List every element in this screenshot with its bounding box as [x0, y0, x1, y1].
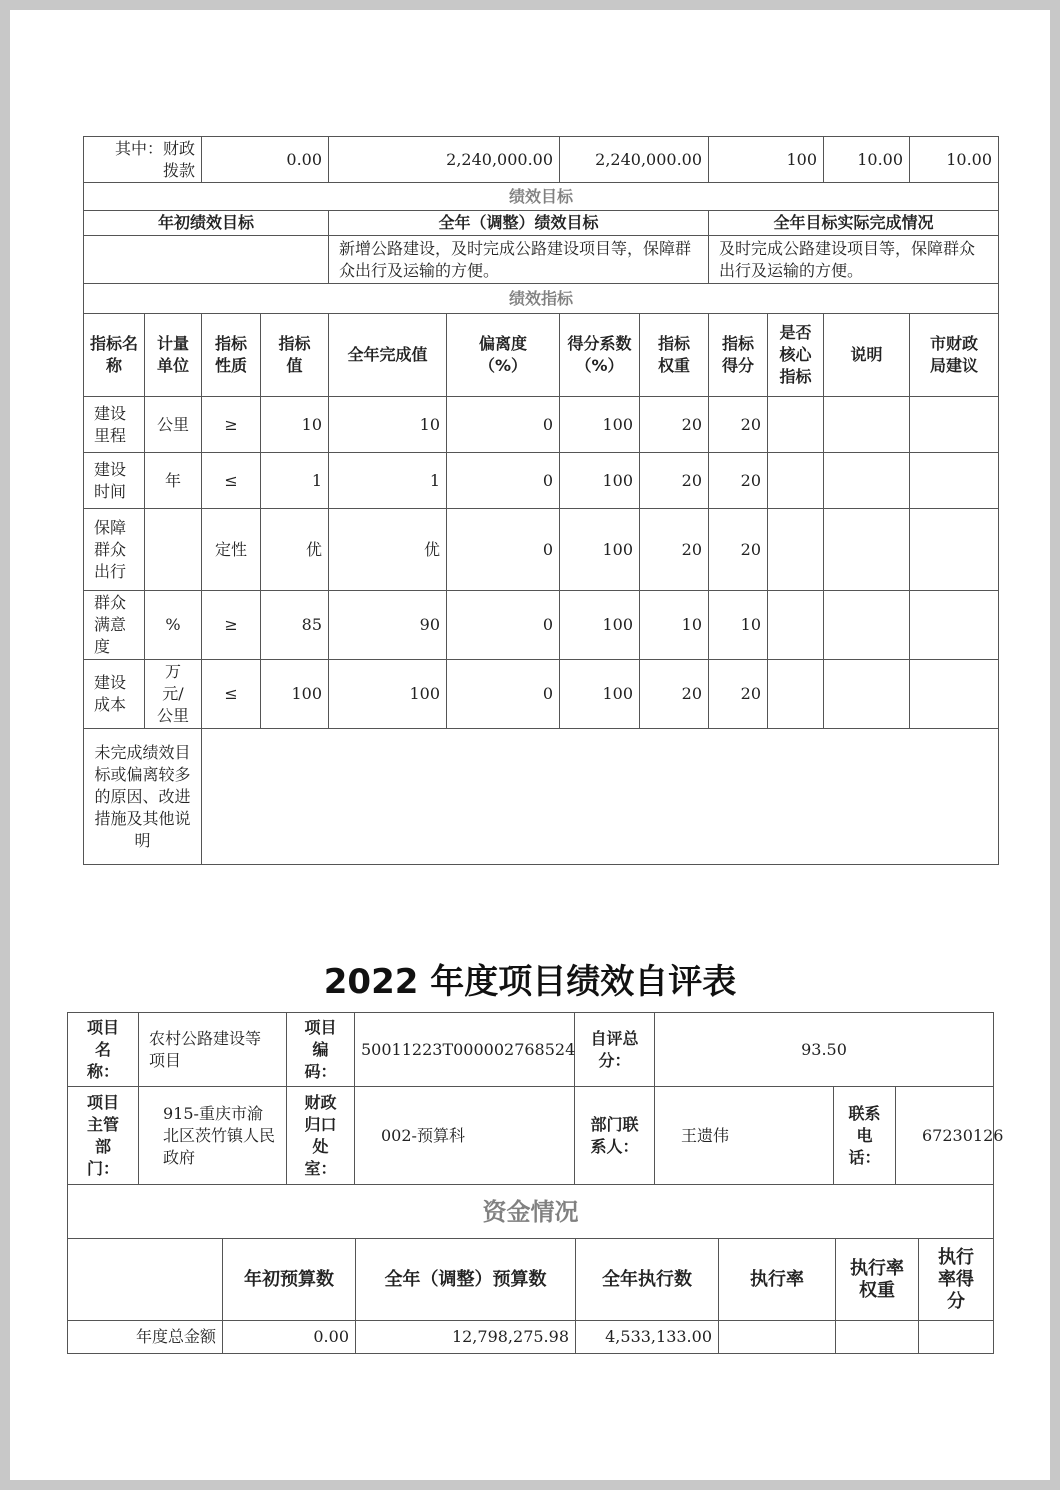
header-advice: 市财政局建议	[910, 314, 999, 397]
fiscal-rate: 100	[709, 137, 824, 183]
indicator-nature: ≥	[202, 397, 261, 453]
goal-initial	[84, 236, 329, 284]
header-coefficient: 得分系数（%）	[560, 314, 640, 397]
self-evaluation-table	[67, 1012, 1004, 1239]
fund-total-initial: 0.00	[223, 1321, 356, 1354]
indicator-actual: 优	[329, 509, 447, 591]
unfinished-value	[202, 729, 999, 865]
project-name: 农村公路建设等项目	[139, 1013, 287, 1087]
indicator-advice	[910, 509, 999, 591]
indicator-core	[768, 453, 824, 509]
indicator-coefficient: 100	[560, 591, 640, 660]
indicator-deviation: 0	[447, 453, 560, 509]
goal-actual: 及时完成公路建设项目等，保障群众出行及运输的方便。	[709, 236, 999, 284]
header-core: 是否核心指标	[768, 314, 824, 397]
indicator-weight: 20	[640, 660, 709, 729]
fund-total-rate	[719, 1321, 836, 1354]
indicator-unit: 年	[145, 453, 202, 509]
header-score: 指标得分	[709, 314, 768, 397]
indicator-score: 20	[709, 453, 768, 509]
indicator-row	[84, 660, 999, 729]
indicator-deviation: 0	[447, 397, 560, 453]
fund-header-initial: 年初预算数	[223, 1239, 356, 1321]
indicator-weight: 20	[640, 509, 709, 591]
fund-header-weight: 执行率权重	[836, 1239, 919, 1321]
fiscal-adjusted: 2,240,000.00	[329, 137, 560, 183]
document-page	[10, 10, 1050, 1480]
goal-adjusted: 新增公路建设，及时完成公路建设项目等，保障群众出行及运输的方便。	[329, 236, 709, 284]
self-score: 93.50	[655, 1013, 994, 1087]
fund-total-executed: 4,533,133.00	[576, 1321, 719, 1354]
indicator-name: 群众满意度	[84, 591, 145, 660]
indicator-deviation: 0	[447, 591, 560, 660]
indicator-name: 建设时间	[84, 453, 145, 509]
phone-label: 联系电话：	[834, 1087, 896, 1185]
goal-header-initial: 年初绩效目标	[84, 211, 329, 236]
indicator-note	[824, 660, 910, 729]
indicator-weight: 20	[640, 453, 709, 509]
indicator-advice	[910, 397, 999, 453]
header-actual: 全年完成值	[329, 314, 447, 397]
office: 002-预算科	[355, 1087, 575, 1185]
indicator-score: 20	[709, 509, 768, 591]
indicator-nature: 定性	[202, 509, 261, 591]
fiscal-label: 其中：财政拨款	[84, 137, 202, 183]
dept-label: 项目主管部门：	[68, 1087, 139, 1185]
indicator-unit: 万元/公里	[145, 660, 202, 729]
indicator-target: 1	[261, 453, 329, 509]
fund-total-adjusted: 12,798,275.98	[356, 1321, 576, 1354]
fund-total-score	[919, 1321, 994, 1354]
header-unit: 计量单位	[145, 314, 202, 397]
performance-table	[83, 136, 999, 865]
fund-header-rate: 执行率	[719, 1239, 836, 1321]
contact-label: 部门联系人：	[575, 1087, 655, 1185]
indicator-unit: %	[145, 591, 202, 660]
fund-header-adjusted: 全年（调整）预算数	[356, 1239, 576, 1321]
funds-section-title: 资金情况	[68, 1185, 994, 1239]
indicator-advice	[910, 591, 999, 660]
indicator-unit: 公里	[145, 397, 202, 453]
indicator-actual: 100	[329, 660, 447, 729]
self-score-label: 自评总分：	[575, 1013, 655, 1087]
contact: 王遗伟	[655, 1087, 834, 1185]
indicator-coefficient: 100	[560, 453, 640, 509]
goal-header-adjusted: 全年（调整）绩效目标	[329, 211, 709, 236]
dept: 915-重庆市渝北区茨竹镇人民政府	[139, 1087, 287, 1185]
indicator-core	[768, 591, 824, 660]
indicator-row	[84, 591, 999, 660]
indicator-name: 建设成本	[84, 660, 145, 729]
fund-header-blank	[68, 1239, 223, 1321]
indicator-name: 保障群众出行	[84, 509, 145, 591]
indicator-note	[824, 453, 910, 509]
fiscal-score: 10.00	[910, 137, 999, 183]
indicator-header-row	[84, 314, 999, 397]
indicator-score: 10	[709, 591, 768, 660]
goal-header-actual: 全年目标实际完成情况	[709, 211, 999, 236]
fiscal-row	[84, 137, 999, 183]
indicator-advice	[910, 453, 999, 509]
indicator-coefficient: 100	[560, 397, 640, 453]
indicator-name: 建设里程	[84, 397, 145, 453]
indicator-core	[768, 397, 824, 453]
header-indicator-name: 指标名称	[84, 314, 145, 397]
header-deviation: 偏离度（%）	[447, 314, 560, 397]
header-nature: 指标性质	[202, 314, 261, 397]
indicator-target: 优	[261, 509, 329, 591]
indicator-note	[824, 591, 910, 660]
indicator-row	[84, 453, 999, 509]
fund-header-row	[68, 1239, 994, 1321]
indicator-row	[84, 397, 999, 453]
indicator-coefficient: 100	[560, 660, 640, 729]
indicator-note	[824, 509, 910, 591]
indicator-target: 10	[261, 397, 329, 453]
indicator-advice	[910, 660, 999, 729]
indicator-score: 20	[709, 397, 768, 453]
fund-total-row	[68, 1321, 994, 1354]
indicator-weight: 10	[640, 591, 709, 660]
project-code-label: 项目编码：	[287, 1013, 355, 1087]
header-target: 指标值	[261, 314, 329, 397]
indicator-actual: 10	[329, 397, 447, 453]
indicator-unit	[145, 509, 202, 591]
funds-table	[67, 1238, 994, 1354]
indicator-nature: ≤	[202, 453, 261, 509]
indicator-core	[768, 509, 824, 591]
fund-total-label: 年度总金额	[68, 1321, 223, 1354]
indicator-nature: ≥	[202, 591, 261, 660]
fiscal-weight: 10.00	[824, 137, 910, 183]
indicator-score: 20	[709, 660, 768, 729]
indicators-section-title: 绩效指标	[84, 284, 999, 314]
fund-header-score: 执行率得分	[919, 1239, 994, 1321]
indicator-nature: ≤	[202, 660, 261, 729]
indicator-note	[824, 397, 910, 453]
indicator-core	[768, 660, 824, 729]
indicator-row	[84, 509, 999, 591]
header-weight: 指标权重	[640, 314, 709, 397]
indicator-deviation: 0	[447, 660, 560, 729]
indicator-target: 85	[261, 591, 329, 660]
header-note: 说明	[824, 314, 910, 397]
fund-header-executed: 全年执行数	[576, 1239, 719, 1321]
indicator-coefficient: 100	[560, 509, 640, 591]
indicator-weight: 20	[640, 397, 709, 453]
page-title: 2022 年度项目绩效自评表	[323, 962, 737, 1002]
indicator-actual: 90	[329, 591, 447, 660]
fiscal-initial: 0.00	[202, 137, 329, 183]
fund-total-weight	[836, 1321, 919, 1354]
project-code: 50011223T000002768524	[355, 1013, 575, 1087]
unfinished-label: 未完成绩效目标或偏离较多的原因、改进措施及其他说明	[84, 729, 202, 865]
indicator-deviation: 0	[447, 509, 560, 591]
project-name-label: 项目名称：	[68, 1013, 139, 1087]
indicator-target: 100	[261, 660, 329, 729]
indicator-actual: 1	[329, 453, 447, 509]
phone: 67230126	[896, 1087, 994, 1185]
office-label: 财政归口处室：	[287, 1087, 355, 1185]
fiscal-executed: 2,240,000.00	[560, 137, 709, 183]
goals-section-title: 绩效目标	[84, 183, 999, 211]
